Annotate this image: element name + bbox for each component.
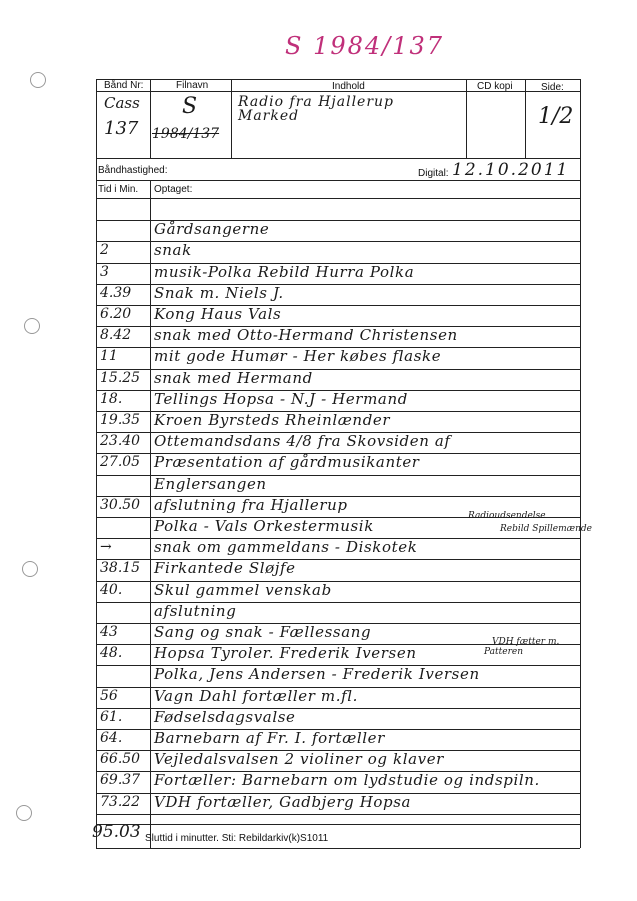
punch-hole-bottom [16,805,32,821]
entry-time: 19.35 [100,412,141,428]
baand-nr-label: Bånd Nr: [104,80,144,91]
entry-time: 48. [100,645,123,662]
entry-time: 38.15 [100,560,141,577]
digital-label: Digital: [418,168,449,179]
entry-time: 43 [100,624,118,640]
baand-nr-line2: 137 [104,118,139,139]
entry-text: snak om gammeldans - Diskotek [154,538,418,557]
table-row [96,559,580,580]
entry-text: Sang og snak - Fællessang [154,623,372,641]
table-row [96,581,580,602]
filnavn-number: 1984/137 [152,126,220,142]
margin-note-vdh-line2: Patteren [484,647,524,657]
reference-number: S 1984/137 [285,32,445,60]
table-row [96,665,580,686]
optaget-label: Optaget: [154,184,193,195]
table-row [96,475,580,496]
table-row [96,771,580,792]
entry-text: Polka - Vals Orkestermusik [154,517,374,535]
end-time: 95.03 [92,822,141,842]
side-value: 1/2 [538,104,574,129]
table-row [96,241,580,262]
entry-text: Ottemandsdans 4/8 fra Skovsiden af [154,432,451,451]
entry-time: 30.50 [100,496,141,513]
entry-time: 18. [100,390,123,407]
entry-text: VDH fortæller, Gadbjerg Hopsa [154,792,412,811]
table-row [96,199,580,220]
entry-text: Skul gammel venskab [154,580,332,599]
indhold-line2: Marked [238,108,300,124]
table-row [96,750,580,771]
entry-time: 61. [100,708,123,725]
entry-time: 2 [100,242,109,259]
entry-text: Præsentation af gårdmusikanter [154,453,420,472]
table-row [96,687,580,708]
table-row [96,411,580,432]
indhold-label: Indhold [332,81,365,92]
entry-time: 40. [100,581,123,598]
entry-text: Hopsa Tyroler. Frederik Iversen [154,644,417,663]
entry-time: 3 [100,263,109,280]
table-row [96,390,580,411]
punch-hole-top [30,72,46,88]
entry-text: snak [154,241,192,260]
entry-text: Fortæller: Barnebarn om lydstudie og indspiln. [154,771,540,790]
table-row [96,220,580,241]
entry-text: Barnebarn af Fr. I. fortæller [154,729,385,747]
filnavn-letter: S [182,94,198,119]
entry-time: 66.50 [100,751,141,768]
entry-text: mit gode Humør - Her købes flaske [154,347,442,366]
table-row [96,326,580,347]
entry-time: 8.42 [100,327,132,344]
table-row [96,793,580,814]
baand-nr-line1: Cass [104,94,140,112]
table-row [96,602,580,623]
entry-text: afslutning [154,601,237,620]
entry-text: Snak m. Niels J. [154,283,284,302]
entry-time: 73.22 [100,793,141,810]
entry-time: 6.20 [100,306,132,322]
indhold-line1: Radio fra Hjallerup [238,94,395,110]
entry-text: Tellings Hopsa - N.J - Hermand [154,389,408,408]
side-label: Side: [541,82,564,93]
sluttid-text: Sluttid i minutter. Sti: Rebildarkiv(k)S1011 [145,833,329,844]
entry-text: Vejledalsvalsen 2 violiner og klaver [154,750,444,769]
table-row [96,305,580,326]
entry-time: 27.05 [100,454,141,471]
punch-hole-lower-mid [22,561,38,577]
digital-date: 12.10.2011 [452,160,570,180]
cd-kopi-label: CD kopi [477,81,513,92]
entry-time: 69.37 [100,772,141,789]
entry-text: afslutning fra Hjallerup [154,495,348,514]
tid-label: Tid i Min. [98,184,139,195]
margin-note-vdh-line1: VDH fætter m. [492,637,560,647]
entry-time: 23.40 [100,433,141,450]
entry-time: 15.25 [100,369,141,386]
filnavn-label: Filnavn [176,80,209,91]
table-row [96,263,580,284]
table-row [96,729,580,750]
entry-time: 56 [100,687,118,704]
table-row [96,284,580,305]
table-row [96,347,580,368]
entry-text: Fødselsdagsvalse [154,707,296,726]
table-row [96,708,580,729]
punch-hole-upper-mid [24,318,40,334]
entry-time: → [100,539,112,556]
table-row [96,369,580,390]
entry-text: Vagn Dahl fortæller m.fl. [154,686,359,705]
entry-text: Gårdsangerne [154,220,270,239]
entry-text: Polka, Jens Andersen - Frederik Iversen [154,665,480,684]
entry-text: Englersangen [154,474,267,493]
entry-text: snak med Hermand [154,368,313,387]
baandhastighed-label: Båndhastighed: [98,165,168,176]
entry-text: Kong Haus Vals [154,305,282,323]
entry-text: Firkantede Sløjfe [154,559,296,578]
entry-text: musik-Polka Rebild Hurra Polka [154,262,415,281]
entry-text: Kroen Byrsteds Rheinlænder [154,411,391,429]
entry-time: 64. [100,730,123,746]
margin-note-radio-line1: Radioudsendelse [468,511,546,521]
entry-time: 4.39 [100,284,132,301]
table-row [96,432,580,453]
table-row [96,538,580,559]
entry-time: 11 [100,348,118,365]
table-row [96,453,580,474]
margin-note-radio-line2: Rebild Spillemænde [500,524,593,534]
entry-text: snak med Otto-Hermand Christensen [154,326,458,345]
